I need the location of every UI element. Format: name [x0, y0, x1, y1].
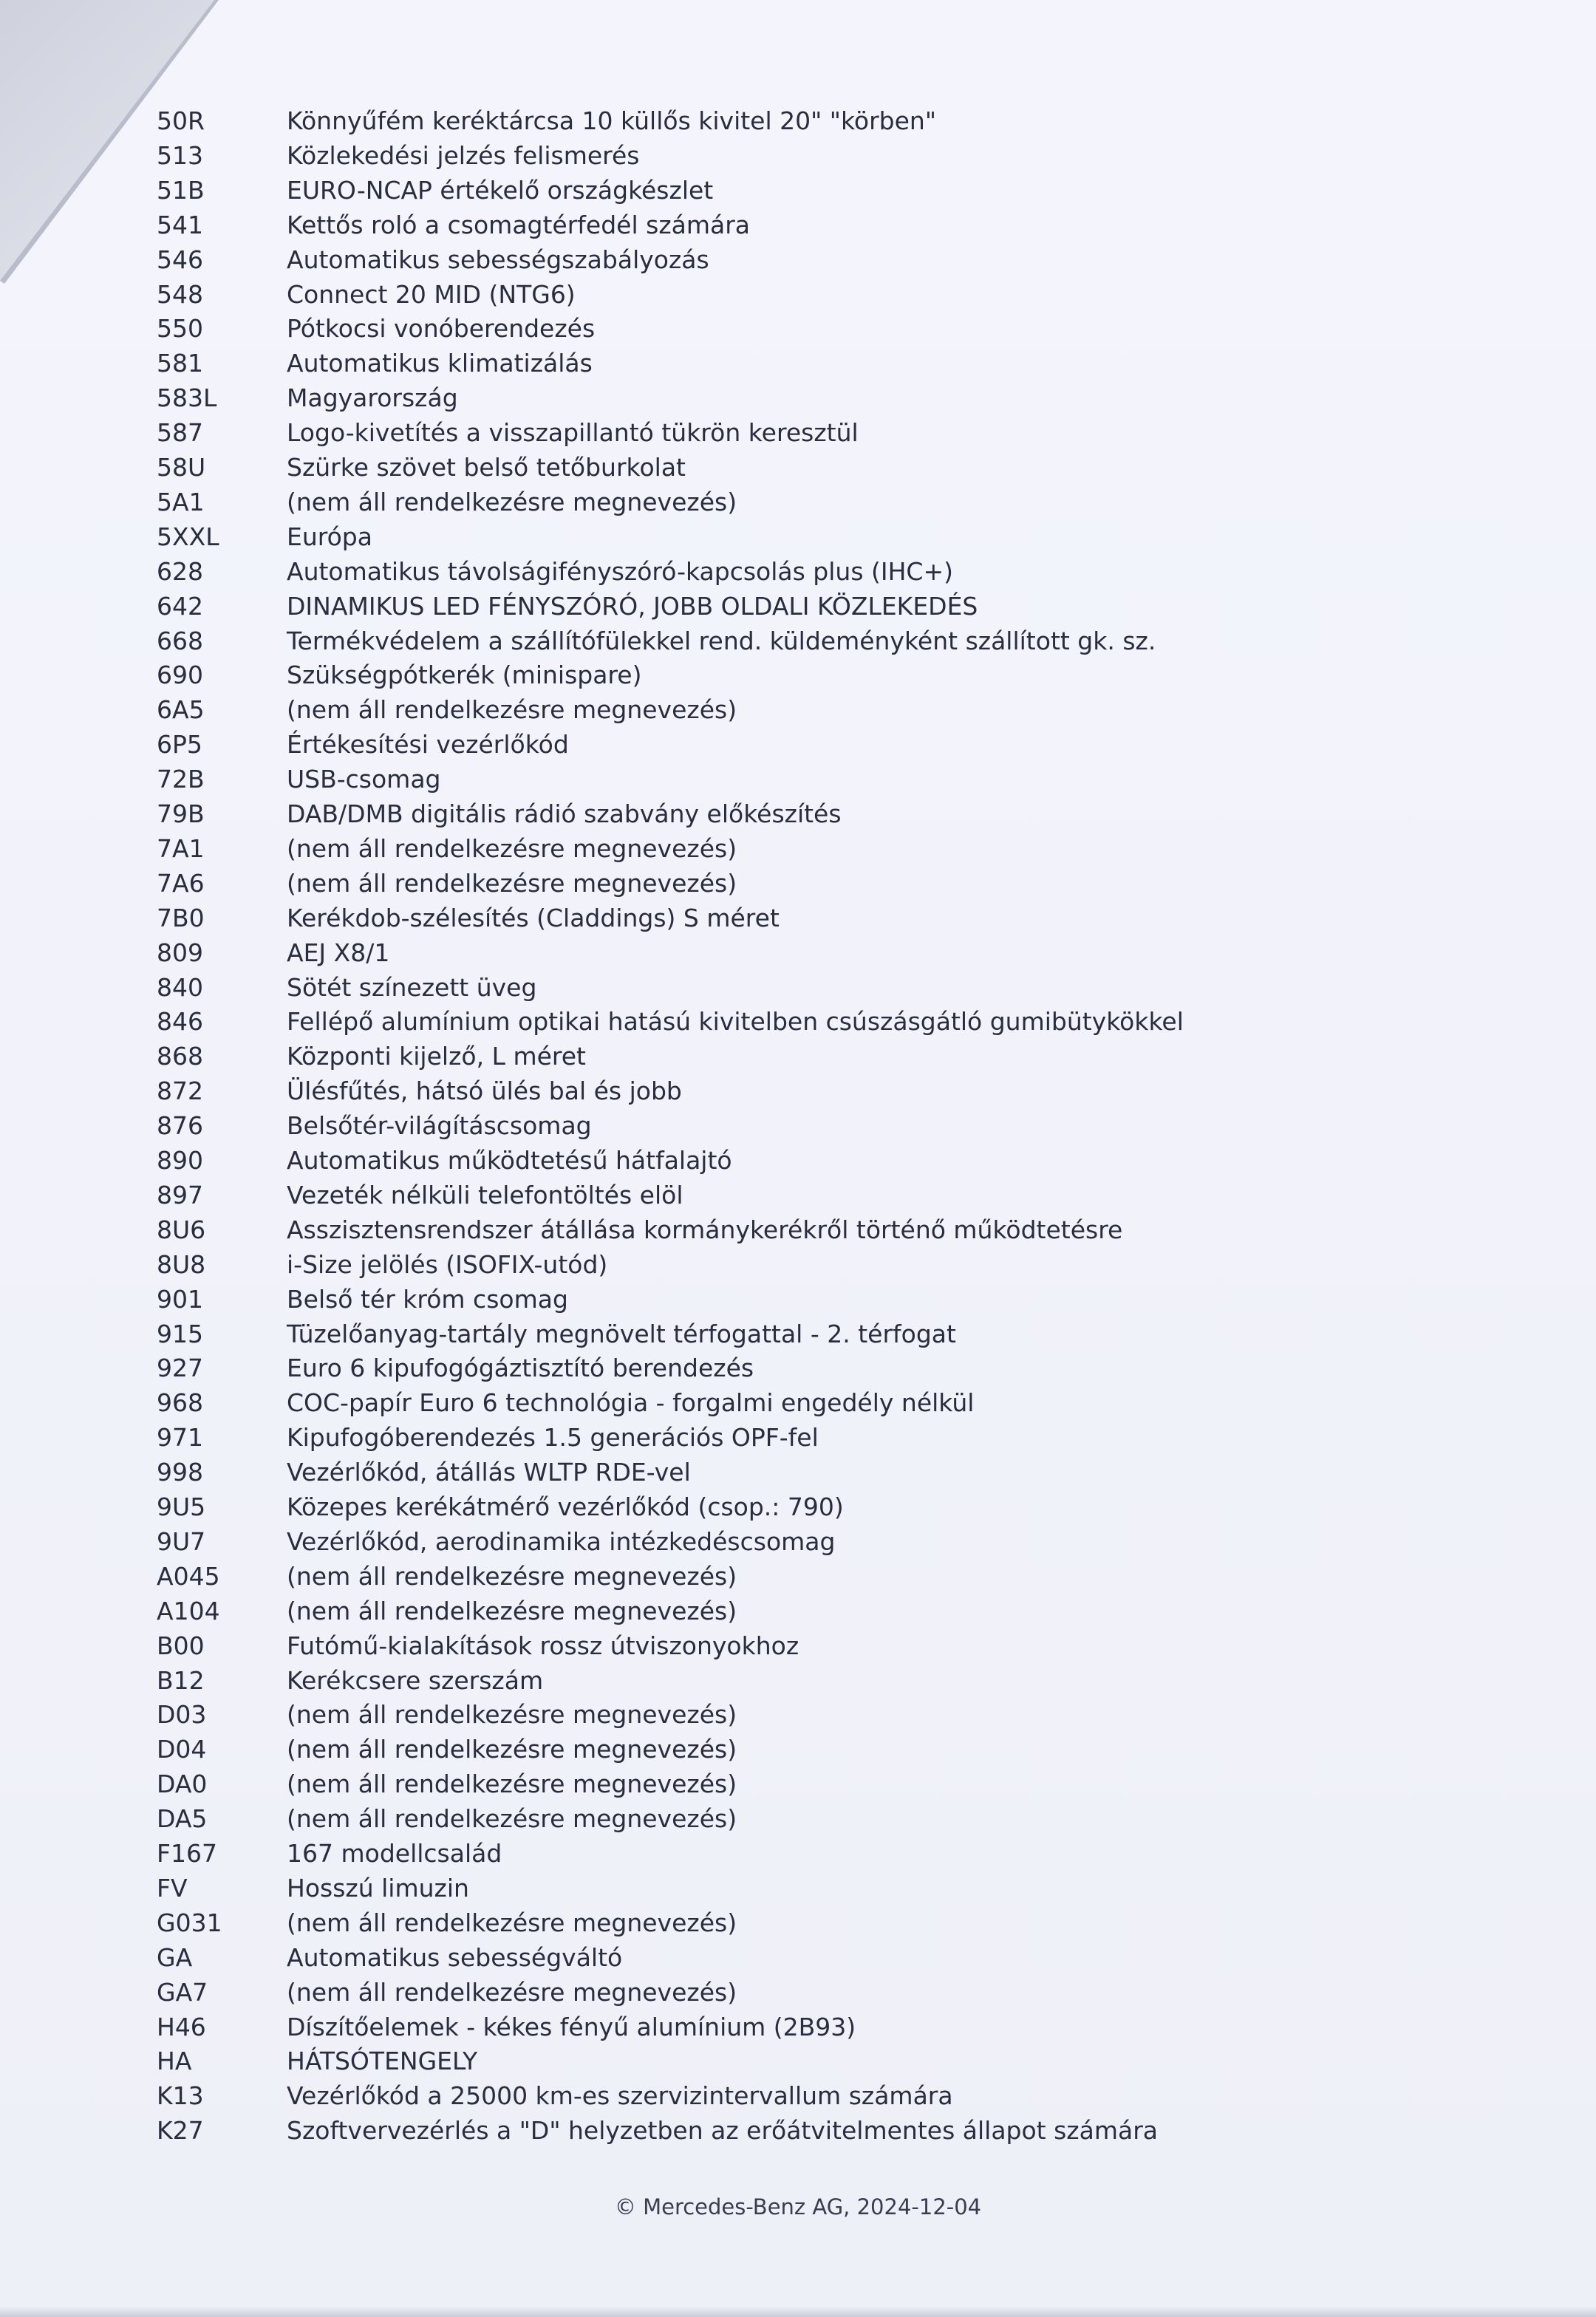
option-row	[0, 1317, 1596, 1351]
option-code: 668	[157, 627, 203, 655]
option-code: 6A5	[157, 695, 205, 724]
option-description: Ülésfűtés, hátsó ülés bal és jobb	[287, 1076, 682, 1105]
option-description: AEJ X8/1	[287, 938, 390, 967]
option-code: DA0	[157, 1770, 208, 1798]
option-row	[0, 658, 1596, 692]
option-code: 79B	[157, 799, 205, 828]
option-code: 8U8	[157, 1250, 206, 1279]
option-code: 51B	[157, 176, 205, 205]
option-row	[0, 1144, 1596, 1178]
option-row	[0, 416, 1596, 450]
option-code: 876	[157, 1111, 203, 1140]
option-row	[0, 624, 1596, 658]
option-row	[0, 1871, 1596, 1905]
option-code: 846	[157, 1007, 203, 1036]
option-description: DAB/DMB digitális rádió szabvány előkészítés	[287, 799, 842, 828]
option-description: EURO-NCAP értékelő országkészlet	[287, 176, 714, 205]
option-description: Logo-kivetítés a visszapillantó tükrön keresztül	[287, 418, 859, 447]
option-description: Vezeték nélküli telefontöltés elöl	[287, 1181, 683, 1209]
option-description: (nem áll rendelkezésre megnevezés)	[287, 695, 737, 724]
option-row	[0, 312, 1596, 346]
option-row	[0, 1629, 1596, 1663]
option-row	[0, 2044, 1596, 2078]
option-code: 897	[157, 1181, 203, 1209]
option-row	[0, 1248, 1596, 1282]
option-description: i-Size jelölés (ISOFIX-utód)	[287, 1250, 608, 1279]
option-description: Automatikus klimatizálás	[287, 349, 593, 378]
option-description: (nem áll rendelkezésre megnevezés)	[287, 1562, 737, 1591]
option-row	[0, 104, 1596, 138]
option-description: Termékvédelem a szállítófülekkel rend. küldeményként szállított gk. sz.	[287, 627, 1156, 655]
option-description: Fellépő alumínium optikai hatású kivitelben csúszásgátló gumibütykökkel	[287, 1007, 1184, 1036]
option-code: G031	[157, 1908, 222, 1937]
option-row	[0, 381, 1596, 415]
option-row	[0, 555, 1596, 589]
option-code: A045	[157, 1562, 220, 1591]
option-description: Pótkocsi vonóberendezés	[287, 314, 596, 343]
option-row	[0, 1941, 1596, 1975]
option-row	[0, 693, 1596, 727]
option-code: 927	[157, 1354, 203, 1382]
option-description: (nem áll rendelkezésre megnevezés)	[287, 1804, 737, 1833]
option-code: 971	[157, 1423, 203, 1452]
option-description: Értékesítési vezérlőkód	[287, 730, 569, 759]
option-description: Futómű-kialakítások rossz útviszonyokhoz	[287, 1631, 799, 1660]
option-row	[0, 139, 1596, 173]
option-row	[0, 1698, 1596, 1732]
option-code: 915	[157, 1320, 203, 1348]
option-code: 809	[157, 938, 203, 967]
option-row	[0, 2114, 1596, 2148]
option-row	[0, 1802, 1596, 1836]
option-code: 583L	[157, 383, 217, 412]
option-description: Automatikus sebességszabályozás	[287, 245, 709, 274]
option-description: Sötét színezett üveg	[287, 973, 537, 1002]
option-description: USB-csomag	[287, 765, 441, 794]
option-row	[0, 1594, 1596, 1628]
option-description: (nem áll rendelkezésre megnevezés)	[287, 488, 737, 516]
option-row	[0, 590, 1596, 624]
page-bottom-edge	[0, 2307, 1596, 2317]
option-description: Automatikus működtetésű hátfalajtó	[287, 1146, 732, 1175]
option-code: 628	[157, 557, 203, 586]
option-code: 587	[157, 418, 203, 447]
option-code: B12	[157, 1666, 205, 1695]
option-row	[0, 208, 1596, 242]
option-row	[0, 1733, 1596, 1767]
option-row	[0, 971, 1596, 1005]
option-row	[0, 1005, 1596, 1039]
option-code: 7A1	[157, 834, 205, 863]
option-description: Belső tér króm csomag	[287, 1285, 568, 1314]
option-code: 7A6	[157, 869, 205, 898]
option-row	[0, 728, 1596, 762]
option-row	[0, 936, 1596, 970]
option-code: HA	[157, 2047, 192, 2075]
option-description: (nem áll rendelkezésre megnevezés)	[287, 1597, 737, 1625]
option-code: 998	[157, 1458, 203, 1487]
option-code: 550	[157, 314, 203, 343]
option-row	[0, 1490, 1596, 1524]
option-row	[0, 867, 1596, 901]
option-row	[0, 1178, 1596, 1212]
option-row	[0, 1456, 1596, 1490]
option-description: (nem áll rendelkezésre megnevezés)	[287, 1735, 737, 1764]
option-code: B00	[157, 1631, 205, 1660]
option-code: 690	[157, 661, 203, 689]
option-row	[0, 243, 1596, 277]
option-description: Vezérlőkód, aerodinamika intézkedéscsomag	[287, 1527, 836, 1556]
option-description: Közepes kerékátmérő vezérlőkód (csop.: 790)	[287, 1492, 844, 1521]
option-code: 6P5	[157, 730, 202, 759]
option-code: 840	[157, 973, 203, 1002]
option-row	[0, 1837, 1596, 1871]
option-description: (nem áll rendelkezésre megnevezés)	[287, 834, 737, 863]
option-description: Asszisztensrendszer átállása kormánykerékről történő működtetésre	[287, 1215, 1123, 1244]
option-code: 541	[157, 211, 203, 239]
option-description: (nem áll rendelkezésre megnevezés)	[287, 1770, 737, 1798]
option-row	[0, 832, 1596, 866]
option-row	[0, 1040, 1596, 1074]
option-code: 581	[157, 349, 203, 378]
option-code: GA	[157, 1943, 193, 1972]
option-code: H46	[157, 2013, 206, 2041]
option-row	[0, 174, 1596, 208]
option-row	[0, 1074, 1596, 1108]
option-code: 58U	[157, 453, 206, 482]
option-description: Szürke szövet belső tetőburkolat	[287, 453, 686, 482]
copyright-footer: © Mercedes-Benz AG, 2024-12-04	[614, 2194, 982, 2219]
option-description: Automatikus távolságifényszóró-kapcsolás plus (IHC+)	[287, 557, 953, 586]
option-description: 167 modellcsalád	[287, 1839, 502, 1868]
option-code: 872	[157, 1076, 203, 1105]
option-row	[0, 1976, 1596, 2010]
option-row	[0, 1386, 1596, 1420]
option-row	[0, 1283, 1596, 1317]
option-row	[0, 901, 1596, 935]
option-code: 968	[157, 1388, 203, 1417]
option-row	[0, 762, 1596, 796]
option-code: FV	[157, 1874, 188, 1903]
option-row	[0, 1560, 1596, 1594]
option-description: Vezérlőkód a 25000 km-es szervizintervallum számára	[287, 2081, 953, 2110]
option-description: Központi kijelző, L méret	[287, 1042, 586, 1071]
option-row	[0, 1906, 1596, 1940]
option-code: 548	[157, 280, 203, 309]
option-row	[0, 1351, 1596, 1385]
option-code: 5A1	[157, 488, 205, 516]
option-description: HÁTSÓTENGELY	[287, 2047, 478, 2075]
option-code: 9U7	[157, 1527, 206, 1556]
option-code: K27	[157, 2116, 204, 2145]
option-row	[0, 451, 1596, 485]
option-description: Magyarország	[287, 383, 458, 412]
option-code: 868	[157, 1042, 203, 1071]
option-code: 50R	[157, 106, 205, 135]
option-code: 642	[157, 592, 203, 621]
option-code: DA5	[157, 1804, 208, 1833]
option-row	[0, 1767, 1596, 1801]
option-code: K13	[157, 2081, 204, 2110]
option-description: Könnyűfém keréktárcsa 10 küllős kivitel 20" "körben"	[287, 106, 937, 135]
option-code: 5XXL	[157, 522, 219, 551]
option-description: Szoftvervezérlés a "D" helyzetben az erőátvitelmentes állapot számára	[287, 2116, 1159, 2145]
option-code: D04	[157, 1735, 207, 1764]
option-description: COC-papír Euro 6 technológia - forgalmi engedély nélkül	[287, 1388, 975, 1417]
option-row	[0, 1109, 1596, 1143]
option-description: (nem áll rendelkezésre megnevezés)	[287, 1978, 737, 2007]
option-description: Connect 20 MID (NTG6)	[287, 280, 576, 309]
option-code: 7B0	[157, 904, 205, 932]
option-description: Automatikus sebességváltó	[287, 1943, 623, 1972]
option-row	[0, 1213, 1596, 1247]
option-code: 890	[157, 1146, 203, 1175]
option-description: Vezérlőkód, átállás WLTP RDE-vel	[287, 1458, 691, 1487]
option-row	[0, 1525, 1596, 1559]
option-code: F167	[157, 1839, 217, 1868]
option-description: (nem áll rendelkezésre megnevezés)	[287, 1700, 737, 1729]
option-description: Kettős roló a csomagtérfedél számára	[287, 211, 751, 239]
option-description: Euro 6 kipufogógáztisztító berendezés	[287, 1354, 754, 1382]
option-description: Európa	[287, 522, 372, 551]
option-description: Hosszú limuzin	[287, 1874, 469, 1903]
option-row	[0, 485, 1596, 519]
option-code: 72B	[157, 765, 205, 794]
option-description: DINAMIKUS LED FÉNYSZÓRÓ, JOBB OLDALI KÖZLEKEDÉS	[287, 592, 978, 621]
option-code: 901	[157, 1285, 203, 1314]
option-code: 8U6	[157, 1215, 206, 1244]
option-code: 546	[157, 245, 203, 274]
option-description: Tüzelőanyag-tartály megnövelt térfogattal - 2. térfogat	[287, 1320, 956, 1348]
option-row	[0, 520, 1596, 554]
option-row	[0, 347, 1596, 381]
option-row	[0, 2010, 1596, 2044]
option-code: A104	[157, 1597, 220, 1625]
option-description: Közlekedési jelzés felismerés	[287, 141, 640, 170]
option-row	[0, 1421, 1596, 1455]
option-description: Kipufogóberendezés 1.5 generációs OPF-fel	[287, 1423, 819, 1452]
option-description: Belsőtér-világításcsomag	[287, 1111, 592, 1140]
option-description: Kerékdob-szélesítés (Claddings) S méret	[287, 904, 780, 932]
option-row	[0, 2079, 1596, 2113]
option-code: 513	[157, 141, 203, 170]
option-description: (nem áll rendelkezésre megnevezés)	[287, 869, 737, 898]
option-row	[0, 1664, 1596, 1698]
option-description: (nem áll rendelkezésre megnevezés)	[287, 1908, 737, 1937]
option-row	[0, 797, 1596, 831]
option-description: Kerékcsere szerszám	[287, 1666, 544, 1695]
option-description: Díszítőelemek - kékes fényű alumínium (2B93)	[287, 2013, 856, 2041]
option-code: GA7	[157, 1978, 208, 2007]
option-code: D03	[157, 1700, 207, 1729]
option-code: 9U5	[157, 1492, 206, 1521]
option-row	[0, 278, 1596, 312]
option-description: Szükségpótkerék (minispare)	[287, 661, 642, 689]
